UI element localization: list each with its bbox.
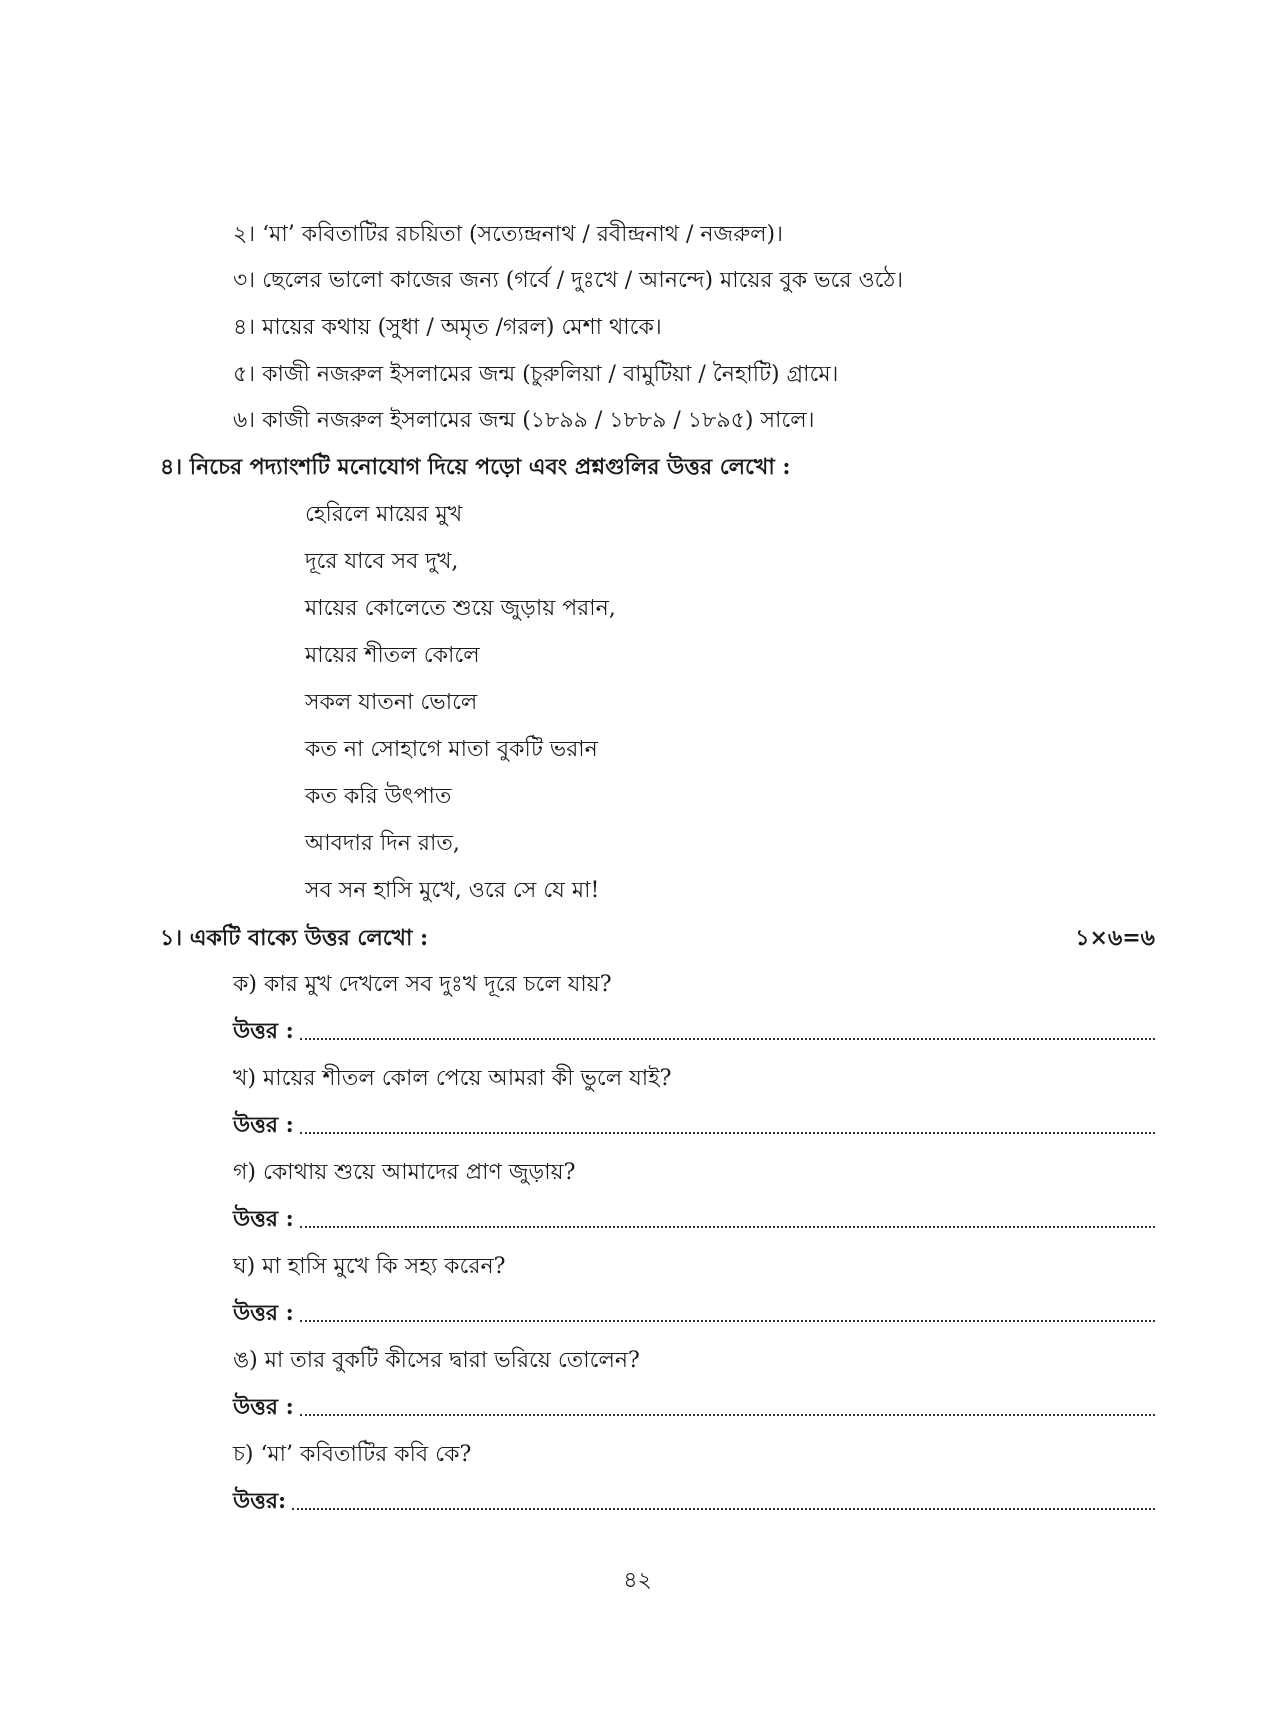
question-text: ক) কার মুখ দেখলে সব দুঃখ দূরে চলে যায়?	[233, 972, 612, 997]
answer-label: উত্তর :	[233, 1300, 294, 1326]
mcq-item: ৫। কাজী নজরুল ইসলামের জন্ম (চুরুলিয়া / বামুটিয়া / নৈহাটি) গ্রামে।	[233, 362, 839, 387]
answer-dotted-line	[300, 1222, 1155, 1228]
question-text: ঘ) মা হাসি মুখে কি সহ্য করেন?	[233, 1254, 506, 1279]
poem-line: আবদার দিন রাত,	[305, 831, 460, 856]
mcq-item: ২। ‘মা’ কবিতাটির রচয়িতা (সত্যেন্দ্রনাথ / রবীন্দ্রনাথ / নজরুল)।	[233, 222, 783, 247]
answer-dotted-line	[300, 1128, 1155, 1134]
answer-dotted-line	[300, 1316, 1155, 1322]
answer-label: উত্তর :	[233, 1018, 294, 1044]
poem-line: কত না সোহাগে মাতা বুকটি ভরান	[305, 737, 598, 762]
question-text: গ) কোথায় শুয়ে আমাদের প্রাণ জুড়ায়?	[233, 1160, 576, 1185]
answer-field[interactable]	[233, 1110, 1155, 1140]
mcq-item: ৬। কাজী নজরুল ইসলামের জন্ম (১৮৯৯ / ১৮৮৯ / ১৮৯৫) সালে।	[233, 408, 815, 433]
poem-line: সকল যাতনা ভোলে	[305, 690, 478, 715]
mcq-item: ৩। ছেলের ভালো কাজের জন্য (গর্বে / দুঃখে / আনন্দে) মায়ের বুক ভরে ওঠে।	[233, 268, 904, 293]
question-text: খ) মায়ের শীতল কোল পেয়ে আমরা কী ভুলে যাই?	[233, 1066, 672, 1091]
poem-line: মায়ের কোলেতে শুয়ে জুড়ায় পরান,	[305, 596, 616, 621]
question-text: চ) ‘মা’ কবিতাটির কবি কে?	[233, 1442, 472, 1467]
answer-dotted-line	[292, 1504, 1155, 1510]
answer-field[interactable]	[233, 1016, 1155, 1046]
question-text: ঙ) মা তার বুকটি কীসের দ্বারা ভরিয়ে তোলেন?	[233, 1348, 640, 1373]
answer-field[interactable]	[233, 1392, 1155, 1422]
answer-label: উত্তর :	[233, 1112, 294, 1138]
answer-field[interactable]	[233, 1486, 1155, 1516]
mcq-item: ৪। মায়ের কথায় (সুধা / অমৃত /গরল) মেশা থাকে।	[233, 315, 662, 340]
page-number: ৪২	[623, 1568, 652, 1593]
answer-dotted-line	[300, 1034, 1155, 1040]
question-heading: ১। একটি বাক্যে উত্তর লেখো :	[160, 925, 429, 951]
poem-line: কত করি উৎপাত	[305, 784, 452, 809]
answer-dotted-line	[300, 1410, 1155, 1416]
answer-label: উত্তর :	[233, 1206, 294, 1232]
section-heading: ৪। নিচের পদ্যাংশটি মনোযোগ দিয়ে পড়ো এবং প্রশ্নগুলির উত্তর লেখো :	[160, 454, 791, 480]
poem-line: হেরিলে মায়ের মুখ	[305, 502, 463, 527]
answer-label: উত্তর :	[233, 1394, 294, 1420]
answer-field[interactable]	[233, 1204, 1155, 1234]
answer-label: উত্তর:	[233, 1488, 287, 1514]
poem-line: মায়ের শীতল কোলে	[305, 643, 480, 668]
answer-field[interactable]	[233, 1298, 1155, 1328]
marks-label: ১×৬=৬	[1075, 925, 1155, 951]
poem-line: সব সন হাসি মুখে, ওরে সে যে মা!	[305, 878, 600, 903]
poem-line: দূরে যাবে সব দুখ,	[305, 549, 459, 574]
